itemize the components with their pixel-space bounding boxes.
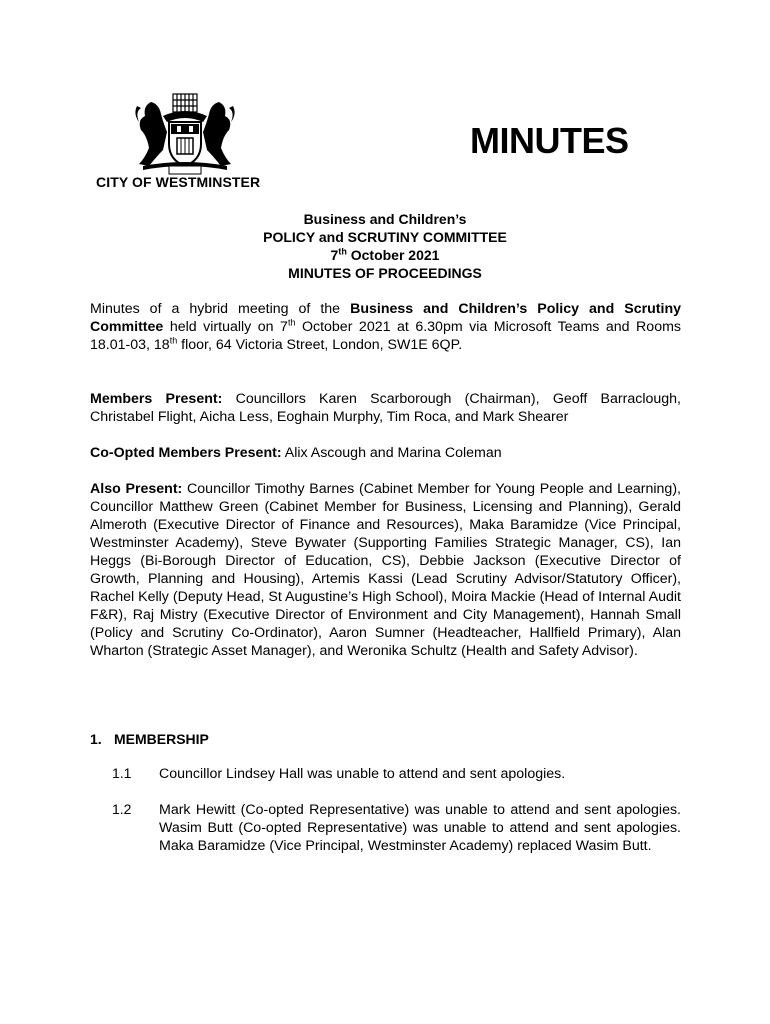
document-title: MINUTES — [470, 120, 629, 161]
city-of-westminster-crest — [133, 92, 237, 176]
also-present-label: Also Present: — [90, 481, 183, 497]
heading-line-proceedings: MINUTES OF PROCEEDINGS — [288, 265, 482, 281]
heading-line-committee-type: POLICY and SCRUTINY COMMITTEE — [263, 229, 507, 245]
lion-supporter-left-icon — [135, 102, 167, 166]
heading-line-committee-name: Business and Children’s — [303, 211, 467, 227]
also-present-paragraph: Also Present: Councillor Timothy Barnes (Cabinet Member for Young People and Learning), Councillor Matthew Green (Cabinet Member for Business, Licensing and Planning), Gerald Almeroth (Executive Director of Finance and Resources), Maka Baramidze (Vice Principal, Westminster Academy), Steve Bywater (Supporting Families Strategic Manager, CS), Ian Heggs (Bi-Borough Director of Education, CS), Debbie Jackson (Executive Director of Growth, Planning and Housing), Artemis Kassi (Lead Scrutiny Advisor/Statutory Officer), Rachel Kelly (Deputy Head, St Augustine’s High School), Moira Mackie (Head of Internal Audit F&R), Raj Mistry (Executive Director of Environment and City Management), Hannah Small (Policy and Scrutiny Co-Ordinator), Aaron Sumner (Headteacher, Hallfield Primary), Alan Wharton (Strategic Asset Manager), and Weronika Schultz (Health and Safety Advisor). — [90, 481, 681, 659]
item-text: Councillor Lindsey Hall was unable to attend and sent apologies. — [159, 766, 566, 782]
shield-icon — [169, 122, 201, 166]
section-heading-membership: 1. MEMBERSHIP — [90, 731, 209, 747]
item-number: 1.2 — [112, 801, 132, 817]
item-text: Mark Hewitt (Co-opted Representative) was unable to attend and sent apologies. Wasim Butt (Co-opted Representative) was unable to attend and sent apologies. Maka Baramidze (Vice Principal, Westminster Academy) replaced Wasim Butt. — [159, 802, 681, 854]
council-name: CITY OF WESTMINSTER — [96, 174, 261, 190]
portcullis-icon — [173, 94, 197, 112]
meeting-date: 7th October 2021 — [330, 246, 440, 263]
lion-supporter-right-icon — [203, 102, 235, 166]
coopted-members-paragraph: Co-Opted Members Present: Alix Ascough and Marina Coleman — [90, 445, 502, 461]
intro-paragraph: Minutes of a hybrid meeting of the Business and Children’s Policy and Scrutiny Committee held virtually on 7th October 2021 at 6.30pm via Microsoft Teams and Rooms 18.01-03, 18th floor, 64 Victoria Street, London, SW1E 6QP. — [90, 301, 682, 353]
members-present-paragraph: Members Present: Councillors Karen Scarborough (Chairman), Geoff Barraclough, Christabel Flight, Aicha Less, Eoghain Murphy, Tim Roca, and Mark Shearer — [90, 391, 682, 425]
coopted-members-label: Co-Opted Members Present: — [90, 445, 282, 461]
item-number: 1.1 — [112, 765, 132, 781]
members-present-label: Members Present: — [90, 391, 223, 407]
meeting-heading — [0, 210, 770, 282]
